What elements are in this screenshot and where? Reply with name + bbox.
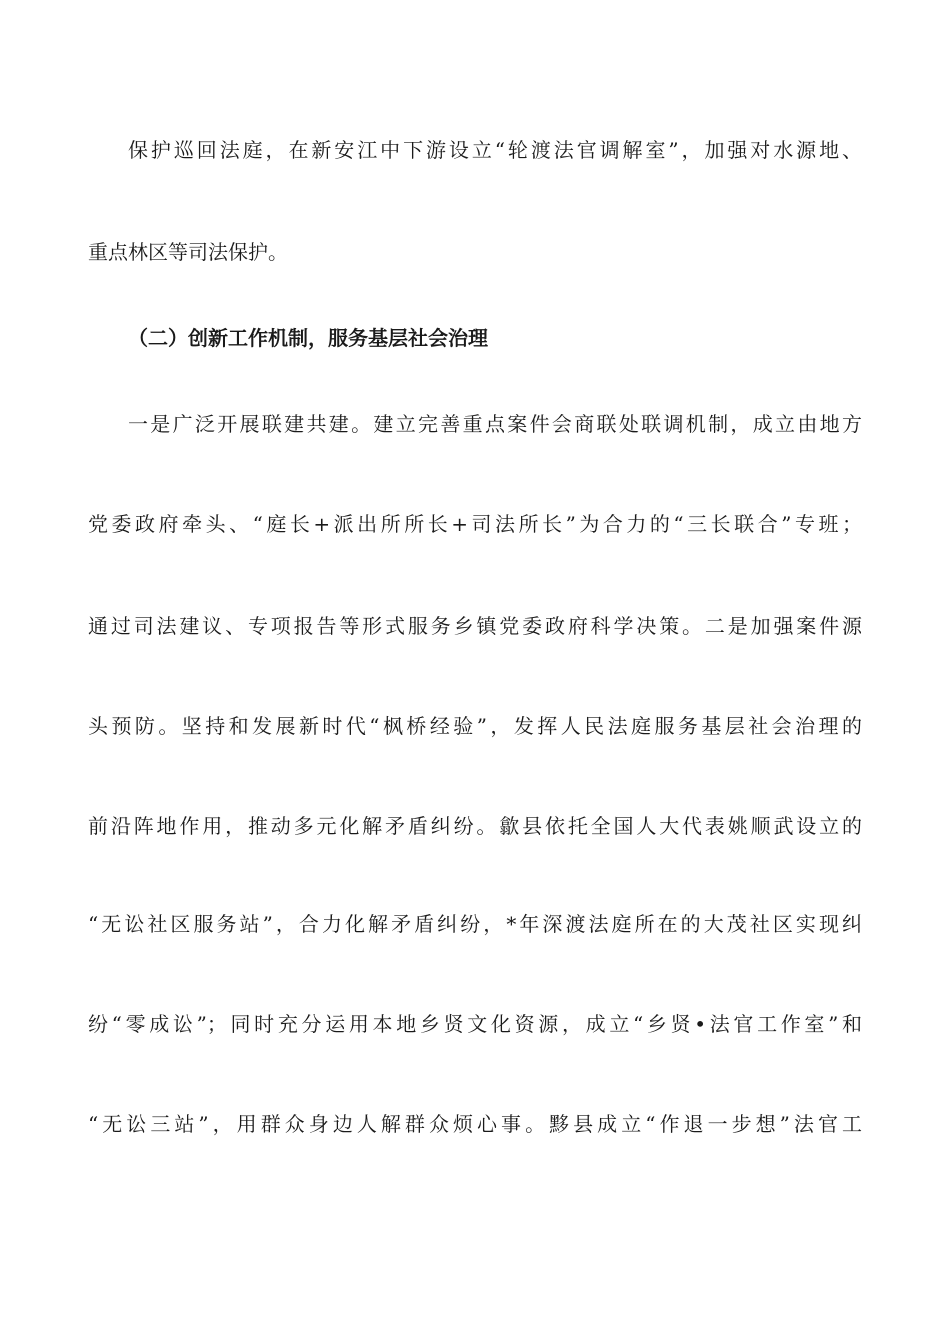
paragraph-1-line-1: 保护巡回法庭，在新安江中下游设立“轮渡法官调解室”，加强对水源地、 xyxy=(128,138,862,162)
paragraph-2-line-4: 头预防。坚持和发展新时代“枫桥经验”，发挥人民法庭服务基层社会治理的 xyxy=(88,714,862,738)
paragraph-2-line-3: 通过司法建议、专项报告等形式服务乡镇党委政府科学决策。二是加强案件源 xyxy=(88,614,862,638)
paragraph-2-line-8: “无讼三站”，用群众身边人解群众烦心事。黟县成立“作退一步想”法官工 xyxy=(88,1112,862,1136)
paragraph-1-line-2: 重点林区等司法保护。 xyxy=(88,240,288,264)
paragraph-2-line-7: 纷“零成讼”；同时充分运用本地乡贤文化资源，成立“乡贤•法官工作室”和 xyxy=(88,1012,862,1036)
paragraph-2-line-2: 党委政府牵头、“庭长+派出所所长+司法所长”为合力的“三长联合”专班； xyxy=(88,512,862,536)
paragraph-2-line-5: 前沿阵地作用，推动多元化解矛盾纠纷。歙县依托全国人大代表姚顺武设立的 xyxy=(88,814,862,838)
paragraph-2-line-6: “无讼社区服务站”，合力化解矛盾纠纷，*年深渡法庭所在的大茂社区实现纠 xyxy=(88,912,862,936)
section-heading: （二）创新工作机制，服务基层社会治理 xyxy=(128,326,488,350)
paragraph-2-line-1: 一是广泛开展联建共建。建立完善重点案件会商联处联调机制，成立由地方 xyxy=(128,412,862,436)
